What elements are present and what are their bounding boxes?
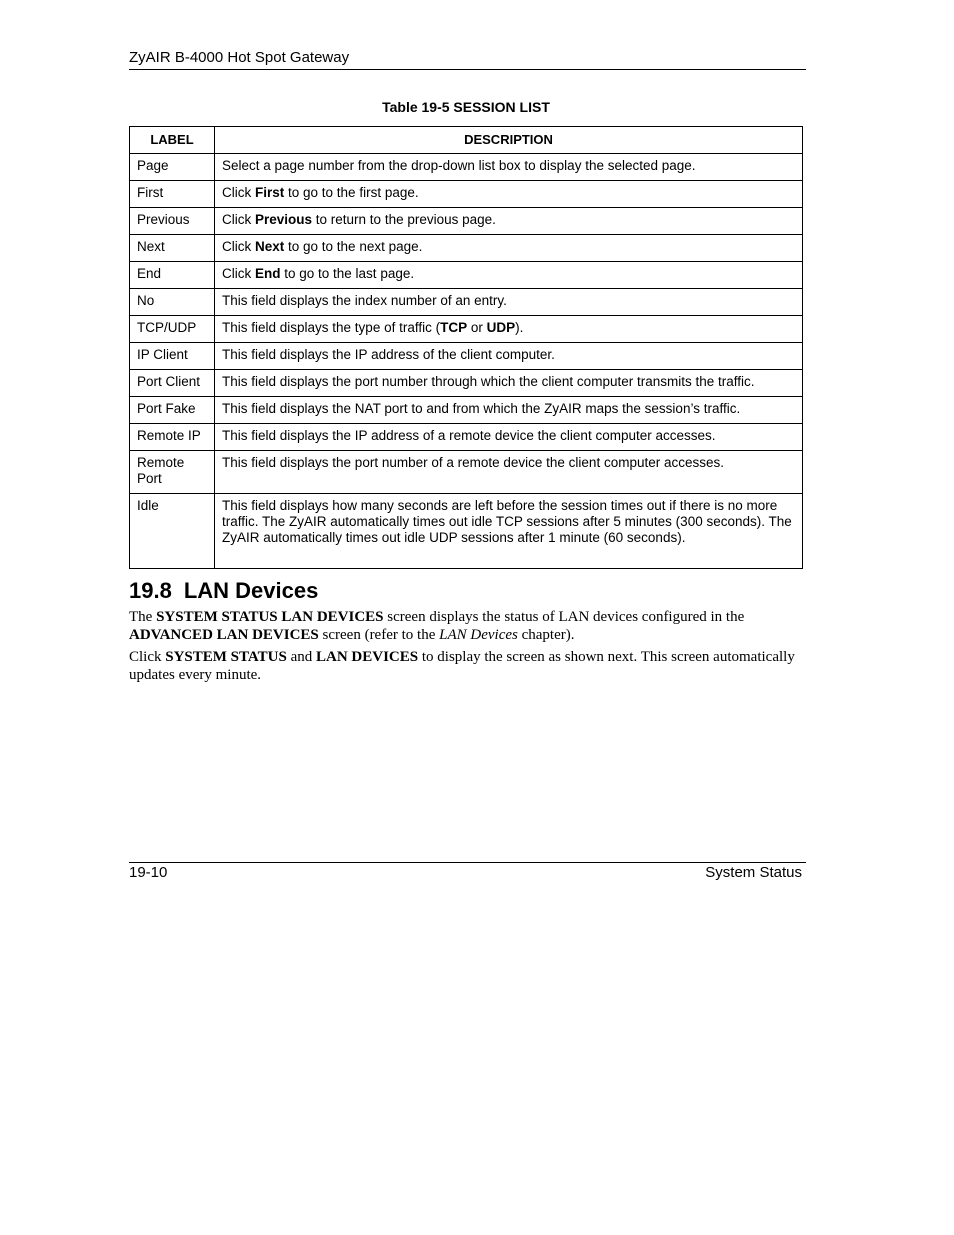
row-description: This field displays the NAT port to and from which the ZyAIR maps the session’s traffic. [215,397,803,424]
table-row [130,262,803,289]
row-label: First [130,181,215,208]
footer-chapter-title: System Status [705,864,802,881]
footer-page-number: 19-10 [129,864,168,881]
row-description: Click Next to go to the next page. [215,235,803,262]
row-label: Idle [130,494,215,569]
running-header-title: ZyAIR B-4000 Hot Spot Gateway [129,49,350,66]
table-row [130,289,803,316]
row-description: Select a page number from the drop-down list box to display the selected page. [215,154,803,181]
session-list-table [129,126,803,569]
row-label: IP Client [130,343,215,370]
table-row [130,494,803,569]
row-label: End [130,262,215,289]
column-header-label: LABEL [130,127,215,154]
row-label: No [130,289,215,316]
row-description: This field displays the index number of an entry. [215,289,803,316]
column-header-description: DESCRIPTION [215,127,803,154]
table-row [130,397,803,424]
table-row [130,370,803,397]
row-description: This field displays the type of traffic (TCP or UDP). [215,316,803,343]
row-description: Click Previous to return to the previous page. [215,208,803,235]
table-row [130,316,803,343]
row-description: Click First to go to the first page. [215,181,803,208]
section-title: LAN Devices [183,578,319,603]
row-description: This field displays how many seconds are left before the session times out if there is no more traffic. The ZyAIR automatically times out idle TCP sessions after 5 minutes (300 seconds). The ZyAIR automatically times out idle UDP sessions after 1 minute (60 seconds). [215,494,803,569]
row-label: Page [130,154,215,181]
row-description: Click End to go to the last page. [215,262,803,289]
table-row [130,451,803,494]
row-description: This field displays the IP address of the client computer. [215,343,803,370]
row-label: Port Fake [130,397,215,424]
row-label: Remote Port [130,451,215,494]
header-divider [129,69,806,70]
row-label: Remote IP [130,424,215,451]
body-paragraph-1: The SYSTEM STATUS LAN DEVICES screen displays the status of LAN devices configured in the ADVANCED LAN DEVICES screen (refer to the LAN Devices chapter). [129,609,745,643]
section-number: 19.8 [129,578,172,603]
table-row [130,181,803,208]
row-label: Port Client [130,370,215,397]
row-description: This field displays the IP address of a remote device the client computer accesses. [215,424,803,451]
table-caption: Table 19-5 SESSION LIST [382,99,550,115]
footer-divider [129,862,806,863]
section-heading [129,577,318,604]
table-row [130,424,803,451]
row-description: This field displays the port number of a remote device the client computer accesses. [215,451,803,494]
row-label: TCP/UDP [130,316,215,343]
table-row [130,235,803,262]
row-description: This field displays the port number through which the client computer transmits the traffic. [215,370,803,397]
table-header-row [130,127,803,154]
table-row [130,154,803,181]
row-label: Previous [130,208,215,235]
table-row [130,343,803,370]
table-row [130,208,803,235]
body-paragraph-2: Click SYSTEM STATUS and LAN DEVICES to display the screen as shown next. This screen automatically updates every minute. [129,649,795,683]
row-label: Next [130,235,215,262]
